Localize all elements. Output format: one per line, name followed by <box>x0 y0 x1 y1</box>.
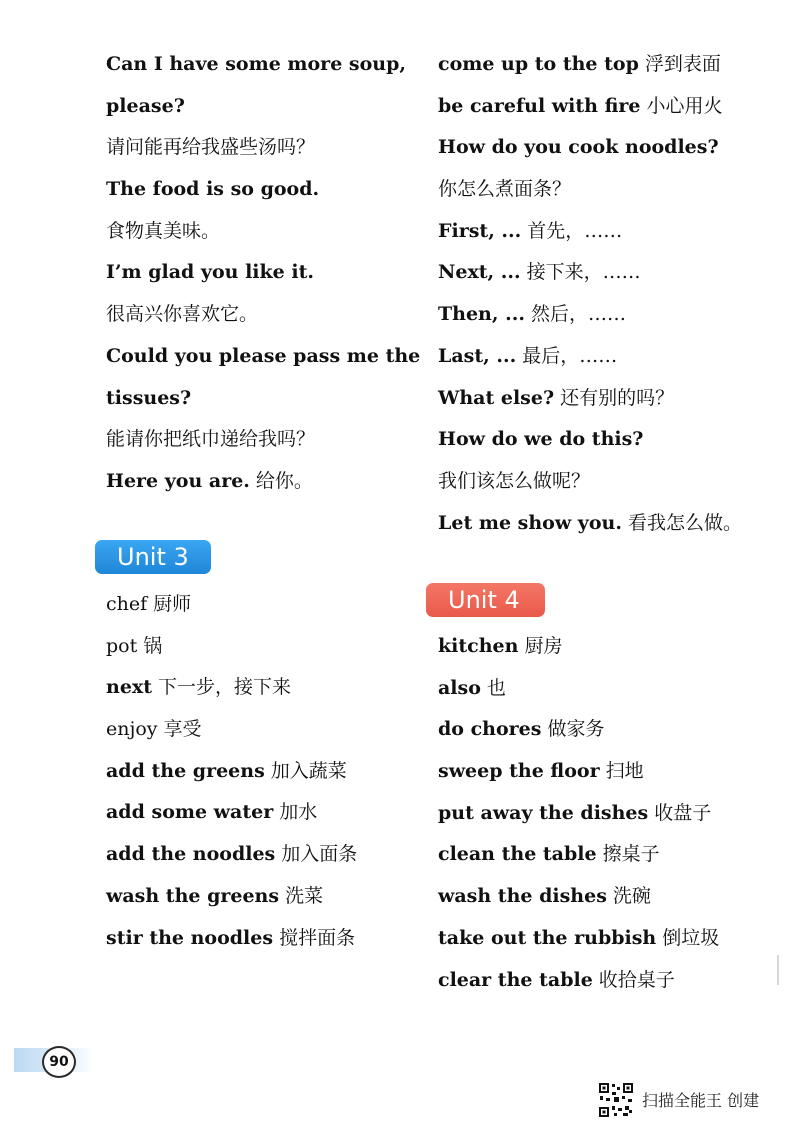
phrase-line: Last, ... 最后，…… <box>438 344 618 367</box>
vocab-item: next 下一步，接下来 <box>106 676 292 699</box>
vocab-item: add the greens 加入蔬菜 <box>106 759 347 782</box>
vocab-item: clear the table 收拾桌子 <box>438 968 675 991</box>
vocab-item: wash the greens 洗菜 <box>106 884 324 907</box>
right-column-phrases <box>438 44 768 544</box>
translation-line: 我们该怎么做呢？ <box>438 469 591 492</box>
phrase-line: What else? 还有别的吗？ <box>438 386 675 409</box>
phrase-line: Let me show you. 看我怎么做。 <box>438 511 742 534</box>
qr-code-icon <box>598 1082 634 1118</box>
vocab-item: clean the table 擦桌子 <box>438 843 660 866</box>
unit-4-vocabulary-list <box>438 626 768 1001</box>
phrase-line: First, ... 首先，…… <box>438 219 623 242</box>
vocab-item: pot 锅 <box>106 634 163 657</box>
unit-3-badge: Unit 3 <box>95 540 211 574</box>
phrase-line: Here you are. 给你。 <box>106 469 313 492</box>
vocab-item: sweep the floor 扫地 <box>438 760 644 783</box>
phrase-line: How do we do this? <box>438 428 644 451</box>
vocab-item: wash the dishes 洗碗 <box>438 885 651 908</box>
phrase-line: be careful with fire 小心用火 <box>438 94 723 117</box>
vocab-item: kitchen 厨房 <box>438 635 563 657</box>
translation-line: 食物真美味。 <box>106 219 221 242</box>
scanner-watermark: 扫描全能王 创建 <box>642 1091 760 1110</box>
vocab-item: stir the noodles 搅拌面条 <box>106 926 356 949</box>
vocab-item: also 也 <box>438 676 506 699</box>
unit-4-badge: Unit 4 <box>426 583 545 617</box>
phrase-line: Next, ... 接下来，…… <box>438 261 641 284</box>
phrase-line: Can I have some more soup, <box>106 53 406 75</box>
phrase-line: Then, ... 然后，…… <box>438 303 626 326</box>
phrase-line: How do you cook noodles? <box>438 136 719 159</box>
unit-3-vocabulary-list <box>106 584 426 959</box>
translation-line: 请问能再给我盛些汤吗？ <box>106 136 316 159</box>
page-number: 90 <box>42 1046 76 1078</box>
vocab-item: put away the dishes 收盘子 <box>438 801 712 824</box>
vocab-item: take out the rubbish 倒垃圾 <box>438 926 720 949</box>
phrase-line: Could you please pass me the <box>106 344 421 367</box>
translation-line: 能请你把纸巾递给我吗？ <box>106 428 316 451</box>
phrase-line: The food is so good. <box>106 178 320 201</box>
page-edge-mark <box>777 955 779 985</box>
left-column-phrases <box>106 44 426 503</box>
vocab-item: do chores 做家务 <box>438 718 605 741</box>
vocab-item: chef 厨师 <box>106 593 192 615</box>
phrase-line: come up to the top 浮到表面 <box>438 53 721 75</box>
translation-line: 很高兴你喜欢它。 <box>106 303 259 326</box>
translation-line: 你怎么煮面条？ <box>438 178 572 201</box>
vocab-item: add the noodles 加入面条 <box>106 843 358 866</box>
vocab-item: add some water 加水 <box>106 801 318 824</box>
phrase-line: I’m glad you like it. <box>106 261 314 284</box>
phrase-line: please? <box>106 94 185 117</box>
phrase-line: tissues? <box>106 386 192 409</box>
vocab-item: enjoy 享受 <box>106 718 202 741</box>
